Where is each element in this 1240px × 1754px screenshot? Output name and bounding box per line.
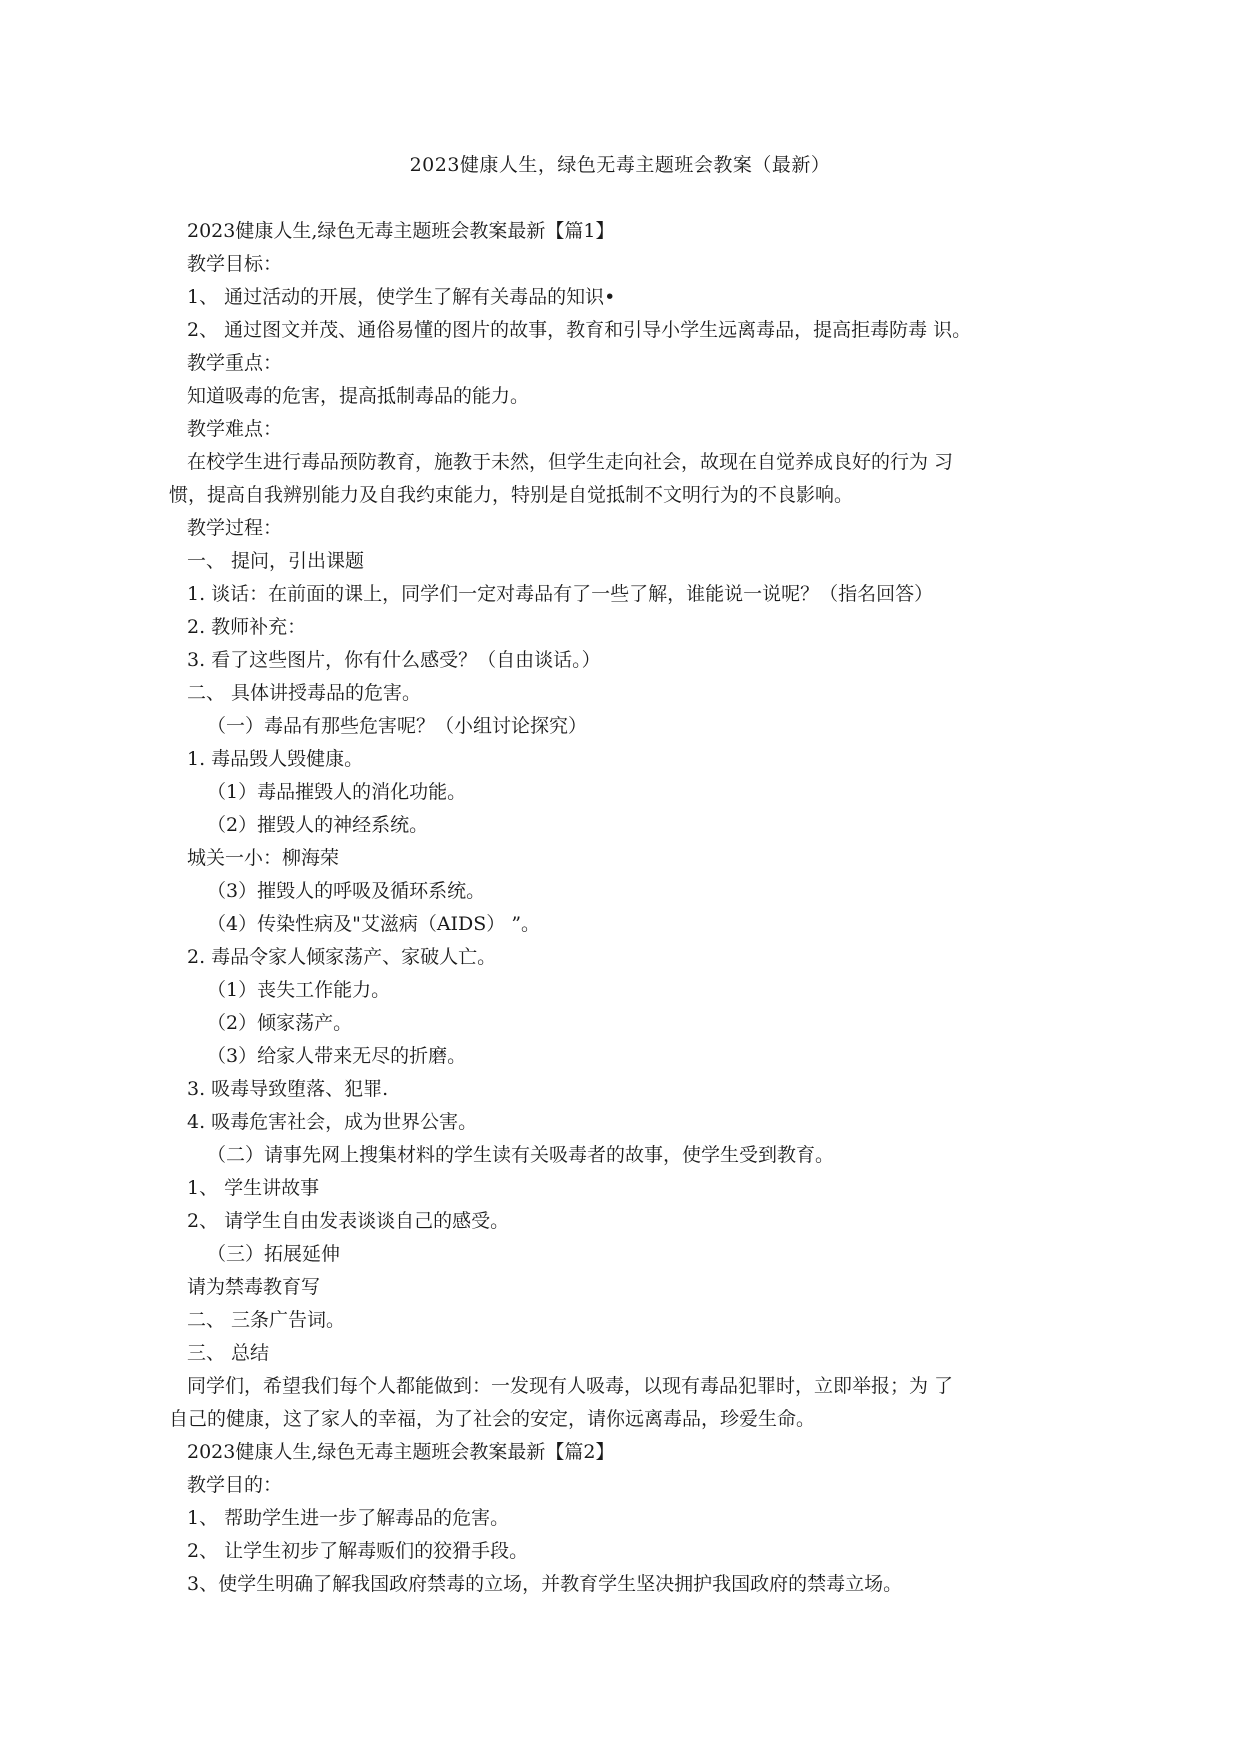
list-item: 2、 让学生初步了解毒贩们的狡猾手段。 — [187, 1540, 529, 1562]
paragraph-line: 教学过程： — [187, 517, 283, 539]
list-item: 2. 毒品令家人倾家荡产、家破人亡。 — [187, 946, 497, 968]
list-item: 3. 看了这些图片，你有什么感受？（自由谈话。） — [187, 649, 601, 671]
list-item: 4. 吸毒危害社会，成为世界公害。 — [187, 1111, 478, 1133]
paragraph-line: 城关一小：柳海荣 — [187, 847, 340, 869]
document-title: 2023健康人生，绿色无毒主题班会教案（最新） — [409, 154, 831, 176]
section-heading: 2023健康人生,绿色无毒主题班会教案最新【篇1】 — [187, 220, 615, 242]
paragraph-line: 知道吸毒的危害，提高抵制毒品的能力。 — [187, 385, 530, 407]
list-item: 3、使学生明确了解我国政府禁毒的立场，并教育学生坚决拥护我国政府的禁毒立场。 — [187, 1573, 903, 1595]
list-item: 三、 总结 — [187, 1342, 270, 1364]
list-item: 1. 毒品毁人毁健康。 — [187, 748, 364, 770]
paragraph-line: 教学重点： — [187, 352, 283, 374]
paragraph-line: 请为禁毒教育写 — [187, 1276, 321, 1298]
list-item: 二、 三条广告词。 — [187, 1309, 346, 1331]
paragraph-line: 教学难点： — [187, 418, 283, 440]
list-item: （二）请事先网上搜集材料的学生读有关吸毒者的故事，使学生受到教育。 — [207, 1144, 835, 1166]
list-item: （一）毒品有那些危害呢？（小组讨论探究） — [207, 715, 588, 737]
list-item: 1. 谈话：在前面的课上，同学们一定对毒品有了一些了解，谁能说一说呢？（指名回答） — [187, 583, 934, 605]
section-heading: 2023健康人生,绿色无毒主题班会教案最新【篇2】 — [187, 1441, 615, 1463]
list-item: 1、 帮助学生进一步了解毒品的危害。 — [187, 1507, 510, 1529]
list-item: 二、 具体讲授毒品的危害。 — [187, 682, 422, 704]
list-item: 3. 吸毒导致堕落、犯罪. — [187, 1078, 389, 1100]
list-item: （三）拓展延伸 — [207, 1243, 341, 1265]
list-item: 1、 学生讲故事 — [187, 1177, 320, 1199]
list-item: （2）倾家荡产。 — [207, 1012, 353, 1034]
list-item: 2、 通过图文并茂、通俗易懂的图片的故事，教育和引导小学生远离毒品，提高拒毒防毒 识。 — [187, 319, 972, 341]
list-item: 一、 提问，引出课题 — [187, 550, 365, 572]
paragraph-line: 教学目标： — [187, 253, 283, 275]
list-item: （4）传染性病及"艾滋病（AIDS） ”。 — [207, 913, 541, 935]
list-item: （3）摧毁人的呼吸及循环系统。 — [207, 880, 486, 902]
list-item: 2、 请学生自由发表谈谈自己的感受。 — [187, 1210, 510, 1232]
list-item: 2. 教师补充： — [187, 616, 307, 638]
paragraph-line: 同学们，希望我们每个人都能做到：一发现有人吸毒，以现有毒品犯罪时，立即举报；为 了 — [187, 1375, 954, 1397]
list-item: 1、 通过活动的开展，使学生了解有关毒品的知识• — [187, 286, 616, 308]
list-item: （2）摧毁人的神经系统。 — [207, 814, 429, 836]
list-item: （1）毒品摧毁人的消化功能。 — [207, 781, 467, 803]
paragraph-line: 教学目的： — [187, 1474, 283, 1496]
list-item: （3）给家人带来无尽的折磨。 — [207, 1045, 467, 1067]
document-body — [169, 215, 1087, 1601]
paragraph-line: 自己的健康，这了家人的幸福，为了社会的安定，请你远离毒品，珍爱生命。 — [169, 1408, 816, 1430]
list-item: （1）丧失工作能力。 — [207, 979, 391, 1001]
paragraph-line: 惯，提高自我辨别能力及自我约束能力，特别是自觉抵制不文明行为的不良影响。 — [169, 484, 854, 506]
paragraph-line: 在校学生进行毒品预防教育，施教于未然，但学生走向社会，故现在自觉养成良好的行为 习 — [187, 451, 954, 473]
